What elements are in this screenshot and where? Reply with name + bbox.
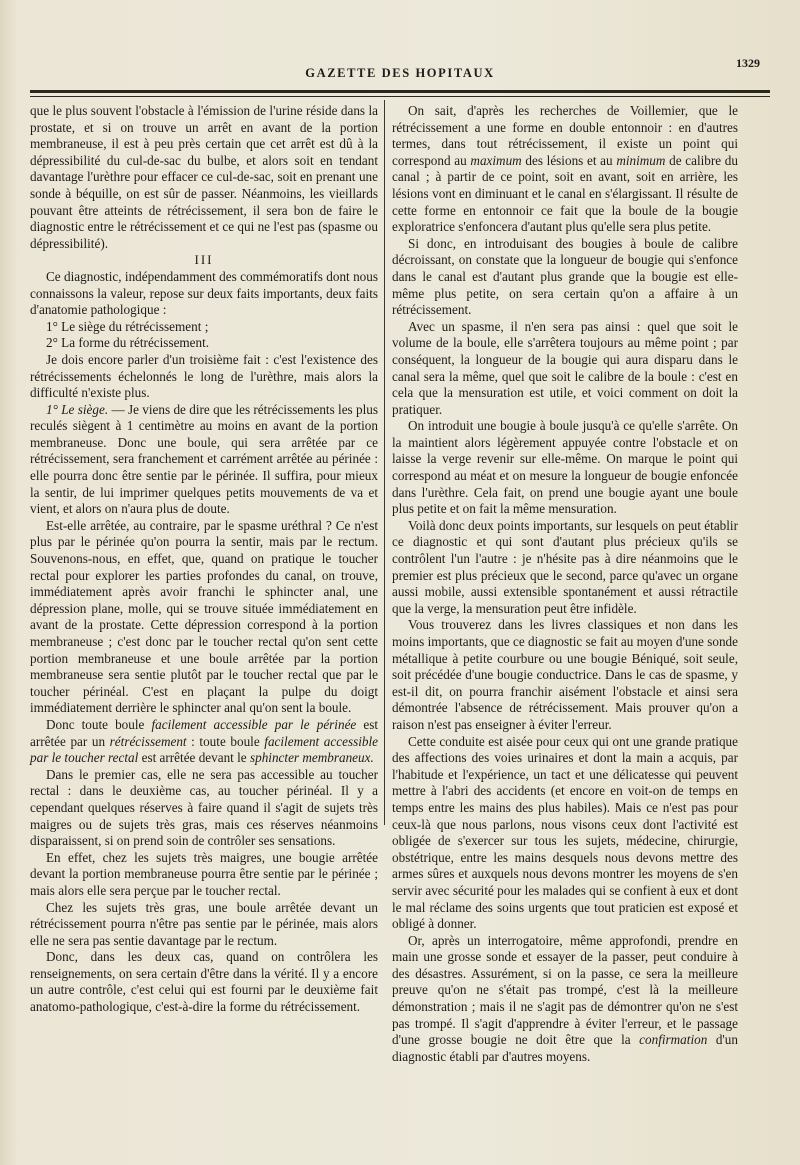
header-rule-thick — [30, 90, 770, 93]
paragraph-text: On sait, d'après les recherches de Voillemier, que le rétrécissement a une forme en double entonnoir : en d'autres termes, dans tout rétrécissement, il existe un point qui correspond au — [392, 103, 738, 168]
paragraph — [392, 933, 738, 1066]
paragraph: Est-elle arrêtée, au contraire, par le spasme uréthral ? Ce n'est plus par le périnée qu'on pourra la sentir, mais par le rectum. Souvenons-nous, en effet, que, quand on pratique le toucher rectal pour explorer les parties profondes du canal, on trouve, immédiatement après avoir franchi le sphincter anal, une dépression plane, molle, qui se trouve située immédiatement en avant de la prostate. Cette dépression correspond à la portion membraneuse ; c'est donc par le toucher rectal qu'on sent cette portion membraneuse et une boule arrêtée par la portion membraneuse sera sentie plutôt par le toucher rectal que par le toucher périnéal. C'est en plaçant la pulpe du doigt immédiatement derrière le sphincter anal qu'on sent la boule. — [30, 517, 378, 716]
right-column — [392, 103, 738, 1065]
paragraph: Ce diagnostic, indépendamment des commémoratifs dont nous connaissons la valeur, repose sur deux faits importants, deux faits d'anatomie pathologique : — [30, 268, 378, 318]
subheading-siege: 1° Le siège. — [46, 401, 109, 417]
paragraph-text: est arrêtée par un — [30, 716, 379, 749]
paragraph-text: est arrêtée devant le — [138, 750, 250, 766]
paragraph-text: : toute boule — [186, 733, 265, 749]
paragraph — [30, 402, 378, 518]
page-number: 1329 — [736, 56, 760, 70]
italic-text: confirmation — [639, 1032, 708, 1048]
italic-text: maximum — [470, 152, 522, 168]
paragraph: Dans le premier cas, elle ne sera pas accessible au toucher rectal : dans le deuxième cas, au toucher périnéal. Il y a cependant quelques réserves à faire quand il s'agit de sujets très maigres ou de sujets très gras, mais ces réserves néanmoins disparaissent, si on prend soin de contrôler ses sensations. — [30, 766, 378, 849]
paragraph-text: Donc toute boule — [46, 716, 152, 732]
paragraph: que le plus souvent l'obstacle à l'émission de l'urine réside dans la prostate, et si on trouve un arrêt en avant de la portion membraneuse, il est à peu près certain que cet arrêt est dû à la dépressibilité du cul-de-sac du bulbe, et alors soit en tendant davantage l'urèthre pour effacer ce cul-de-sac, soit en prenant une sonde à béquille, on est sûr de passer. Néanmoins, les vieillards pouvant être atteints de rétrécissement, il sera bon de faire le diagnostic entre le rétrécissement et ce qui ne l'est pas (spasme ou dépressibilité). — [30, 103, 378, 251]
left-column — [30, 103, 378, 1016]
paragraph-text: des lésions et au — [521, 152, 617, 168]
paragraph: Donc, dans les deux cas, quand on contrôlera les renseignements, on sera certain d'être dans la vérité. Il y a encore un autre contrôle, c'est celui qui est fourni par le deuxième fait anatomo-pathologique, c'est-à-dire la forme du rétrécissement. — [30, 949, 378, 1015]
italic-text: sphincter membraneux. — [249, 750, 374, 766]
paragraph: Si donc, en introduisant des bougies à boule de calibre décroissant, on constate que la longueur de bougie qui s'enfonce dans le canal est d'autant plus grande que la bougie est elle-même plus petite, on sera certain qu'on a affaire à un rétrécissement. — [392, 235, 738, 318]
journal-title: GAZETTE DES HOPITAUX — [305, 66, 495, 80]
italic-text: facilement accessible par le toucher rectal — [30, 733, 378, 766]
italic-text: facilement accessible par le périnée — [151, 716, 357, 732]
paragraph: Vous trouverez dans les livres classiques et non dans les moins importants, que ce diagnostic se fait au moyen d'une sonde métallique à petite courbure ou une bougie Béniqué, soit seule, soit précédée d'une bougie conductrice. Dans le cas de spasme, y est-il dit, on pourra franchir aisément l'obstacle et ainsi sera démontrée l'absence de rétrécissement. Mais prouver qu'on a raison n'est pas enseigner à éviter l'erreur. — [392, 617, 738, 732]
paragraph: En effet, chez les sujets très maigres, une bougie arrêtée devant la portion membraneuse pourra être sentie par le périnée ; mais alors elle sera perçue par le toucher rectal. — [30, 849, 378, 898]
paragraph-text: Or, après un interrogatoire, même approfondi, prendre en main une grosse sonde et essayer de la passer, peut conduire à des désastres. Assurément, si on la passe, ce sera la meilleure preuve qu'on ne s'était pas trompé, c'est là la meilleure démonstration ; mais il ne s'agit pas de démontrer qu'on ne s'est pas trompé. Il s'agit d'apprendre à éviter l'erreur, et le passage d'une grosse bougie ne doit être que la — [392, 932, 738, 1048]
list-item: 2° La forme du rétrécissement. — [46, 335, 210, 351]
header-rule-thin — [30, 96, 770, 97]
paragraph: Cette conduite est aisée pour ceux qui ont une grande pratique des affections des voies urinaires et dont la main a acquis, par l'habitude et l'expérience, un tact et une délicatesse qui peuvent mettre à l'abri des accidents (et encore en voit-on de temps en temps entre les mains des plus habiles). Mais ce n'est pas pour ceux-là que nous parlons, nous visons ceux dont l'activité est obligée de s'exercer sur tous les sujets, médecine, chirurgie, obstétrique, entre les mains desquels nous devons mettre des armes sûres et auxquels nous devons montrer les moyens de s'en servir avec sécurité pour les malades qui se confient à eux et dont le mal réclame des soins urgents que tout praticien est exposé et obligé à donner. — [392, 733, 738, 932]
paragraph: Chez les sujets très gras, une boule arrêtée devant un rétrécissement pourra n'être pas sentie par le périnée, mais alors elle ne sera pas sentie davantage par le rectum. — [30, 899, 378, 948]
paragraph: Je dois encore parler d'un troisième fait : c'est l'existence des rétrécissements échelonnés le long de l'urèthre, mais alors la difficulté n'existe plus. — [30, 351, 378, 401]
paragraph — [392, 103, 738, 236]
italic-text: rétrécissement — [109, 733, 187, 749]
paragraph: Avec un spasme, il n'en sera pas ainsi : quel que soit le volume de la boule, elle s'arrêtera toujours au même point ; par conséquent, la longueur de la bougie qui aura disparu dans le canal sera la même, quel que soit le calibre de la boule : c'est en cela que la mensuration est utile, et voici comment on doit la pratiquer. — [392, 318, 738, 417]
column-divider — [384, 100, 385, 825]
paragraph: On introduit une bougie à boule jusqu'à ce qu'elle s'arrête. On la maintient alors légèrement appuyée contre l'obstacle et on laisse la verge revenir sur elle-même. On marque le point qui correspond au méat et on mesure la longueur de bougie enfoncée dans l'urèthre. Cela fait, on prend une bougie ayant une boule plus petite et on fait la même mensuration. — [392, 418, 738, 517]
paragraph: Voilà donc deux points importants, sur lesquels on peut établir ce diagnostic et qui sont d'autant plus précieux qu'ils se contrôlent l'un l'autre : je n'hésite pas à dire néanmoins que le premier est plus précieux que le second, parce qu'avec un organe aussi mobile, aussi extensible spontanément et aussi rétractile que la verge, la mensuration peut être infidèle. — [392, 517, 738, 616]
paragraph-text: — Je viens de dire que les rétrécissements les plus reculés siègent à 1 centimètre au moins en avant de la portion membraneuse. Donc une boule, qui sera arrêtée par ce rétrécissement, sera franchement et carrément arrêtée au périnée : elle pourra donc être sentie par le périnée. Il suffira, pour mieux la sentir, de lui imprimer quelques petits mouvements de va et vient, et alors on n'aura plus de doute. — [30, 401, 379, 517]
paragraph-text: de calibre du canal ; à partir de ce point, soit en avant, soit en arrière, les lésions vont en diminuant et le canal en s'élargissant. Il résulte de cette forme en entonnoir ce fait que la boule de la bougie exploratrice s'enfoncera d'autant plus qu'elle sera plus petite. — [392, 152, 738, 235]
section-heading: III — [194, 252, 214, 268]
page-header — [28, 56, 772, 86]
paragraph — [30, 717, 378, 767]
list-item: 1° Le siège du rétrécissement ; — [46, 318, 209, 334]
italic-text: minimum — [616, 152, 666, 168]
paragraph-text: d'un diagnostic établi par d'autres moyens. — [392, 1032, 738, 1064]
